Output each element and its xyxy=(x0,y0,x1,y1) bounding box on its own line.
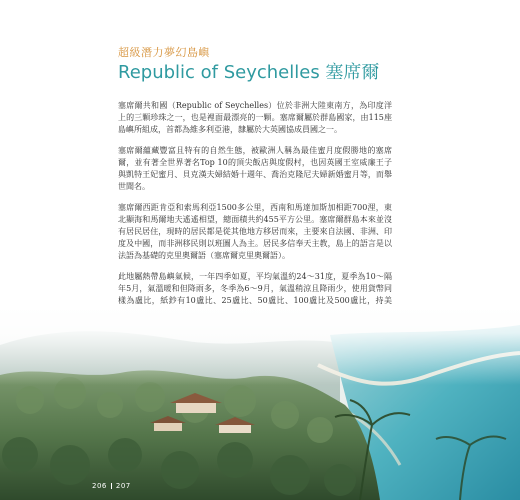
paragraph-intro: 塞席爾共和國（Republic of Seychelles）位於非洲大陸東南方，為印度洋上的三顆珍珠之一，也是裡面最漂亮的一顆。塞席爾屬於群島國家，由115座島嶼所組成，首都為維多利亞港，隸屬於大英國協成員國之一。 xyxy=(118,101,392,134)
paragraph-climate: 此地屬熱帶島嶼氣候，一年四季如夏，平均氣溫約24～31度，夏季為10～隔年5月，氣溫暖和但降雨多，冬季為6～9月，氣溫稍涼且降雨少，使用貨幣同樣為盧比，紙鈔有10盧比、25盧比、50盧比、100盧比及500盧比，持美 xyxy=(118,272,392,305)
section-kicker: 超級潛力夢幻島嶼 xyxy=(118,46,210,59)
seychelles-landscape-photo xyxy=(0,305,520,500)
photo-fade-overlay xyxy=(0,305,520,385)
page-numbers xyxy=(92,482,131,490)
paragraph-nature: 塞席爾蘊藏豐富且特有的自然生態，被歐洲人稱為最佳蜜月度假勝地的塞席爾，並有著全世界著名Top 10的頂尖飯店與度假村，也因英國王室威廉王子與凱特王妃蜜月、貝克漢夫婦結婚十週年、喬治克隆尼夫婦新婚蜜月等，而舉世聞名。 xyxy=(118,146,392,191)
folio-divider xyxy=(111,483,112,489)
page-title: Republic of Seychelles 塞席爾 xyxy=(118,62,380,83)
page-number-right: 207 xyxy=(115,482,131,490)
page-number-left: 206 xyxy=(92,482,107,490)
paragraph-geography: 塞席爾西距肯亞和索馬利亞1500多公里，西南和馬達加斯加相距700浬，東北顯海和馬爾地夫遙遙相望，總面積共約455平方公里。塞席爾群島本來並沒有居民居住，現時的居民都是從其他地方移居而來，主要來自法國、非洲、印度及中國，而非洲移民則以班圖人為主。居民多信奉天主教，島上的語言是以法語為基礎的克里奧爾語（塞席爾克里奧爾語）。 xyxy=(118,203,392,260)
article-body xyxy=(118,100,392,328)
